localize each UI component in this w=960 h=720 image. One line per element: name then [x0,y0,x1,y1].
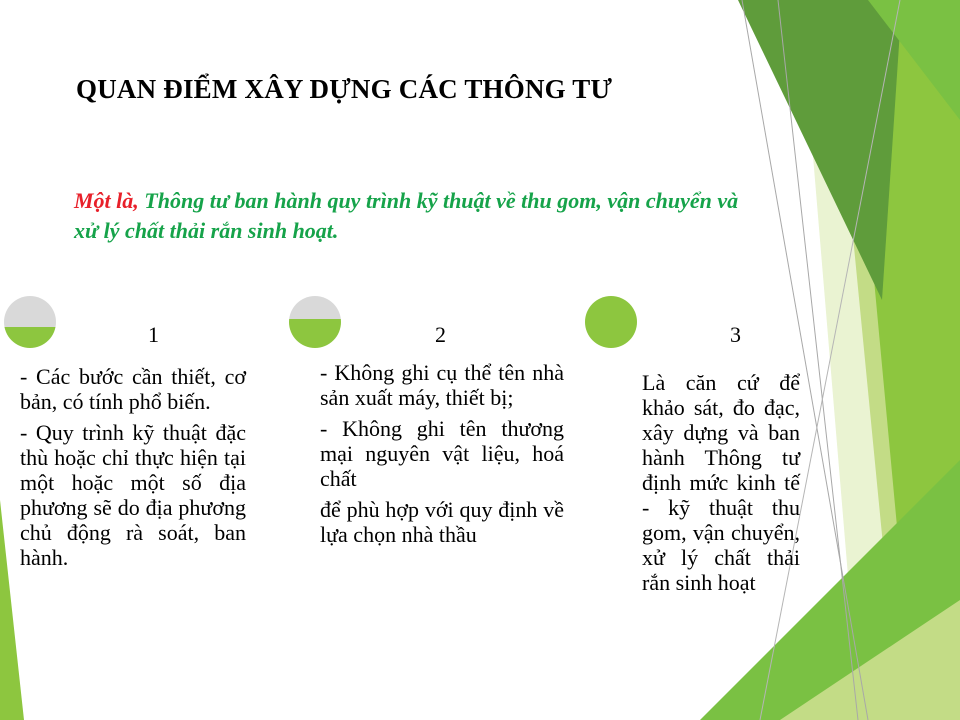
slide-title: QUAN ĐIỂM XÂY DỰNG CÁC THÔNG TƯ [76,74,613,104]
column-2 [320,360,564,553]
lead-prefix: Một là, [74,188,139,213]
right-dark-wedge [738,0,902,300]
step-circle-2 [289,296,341,348]
step-number-3: 3 [730,322,741,347]
column-2-paragraph-1: - Không ghi cụ thể tên nhà sản xuất máy, thiết bị; [320,360,564,410]
step-circle-1 [4,296,56,348]
step-number-1: 1 [148,322,159,347]
column-1 [20,364,246,576]
column-2-paragraph-3: để phù hợp với quy định về lựa chọn nhà thầu [320,497,564,547]
step-circle-3 [585,296,637,348]
step-number-2: 2 [435,322,446,347]
column-3-paragraph-1: Là căn cứ để khảo sát, đo đạc, xây dựng và ban hành Thông tư định mức kinh tế - kỹ thuật thu gom, vận chuyển, xử lý chất thải rắn sinh hoạt [642,370,800,595]
lead-paragraph [74,186,754,246]
column-2-paragraph-2: - Không ghi tên thương mại nguyên vật liệu, hoá chất [320,416,564,491]
lead-text: Thông tư ban hành quy trình kỹ thuật về thu gom, vận chuyển và xử lý chất thải rắn sinh hoạt. [74,188,739,243]
column-1-paragraph-2: - Quy trình kỹ thuật đặc thù hoặc chỉ thực hiện tại một hoặc một số địa phương sẽ do địa phương chủ động rà soát, ban hành. [20,420,246,570]
column-1-paragraph-1: - Các bước cần thiết, cơ bản, có tính phổ biến. [20,364,246,414]
column-3 [642,370,800,601]
